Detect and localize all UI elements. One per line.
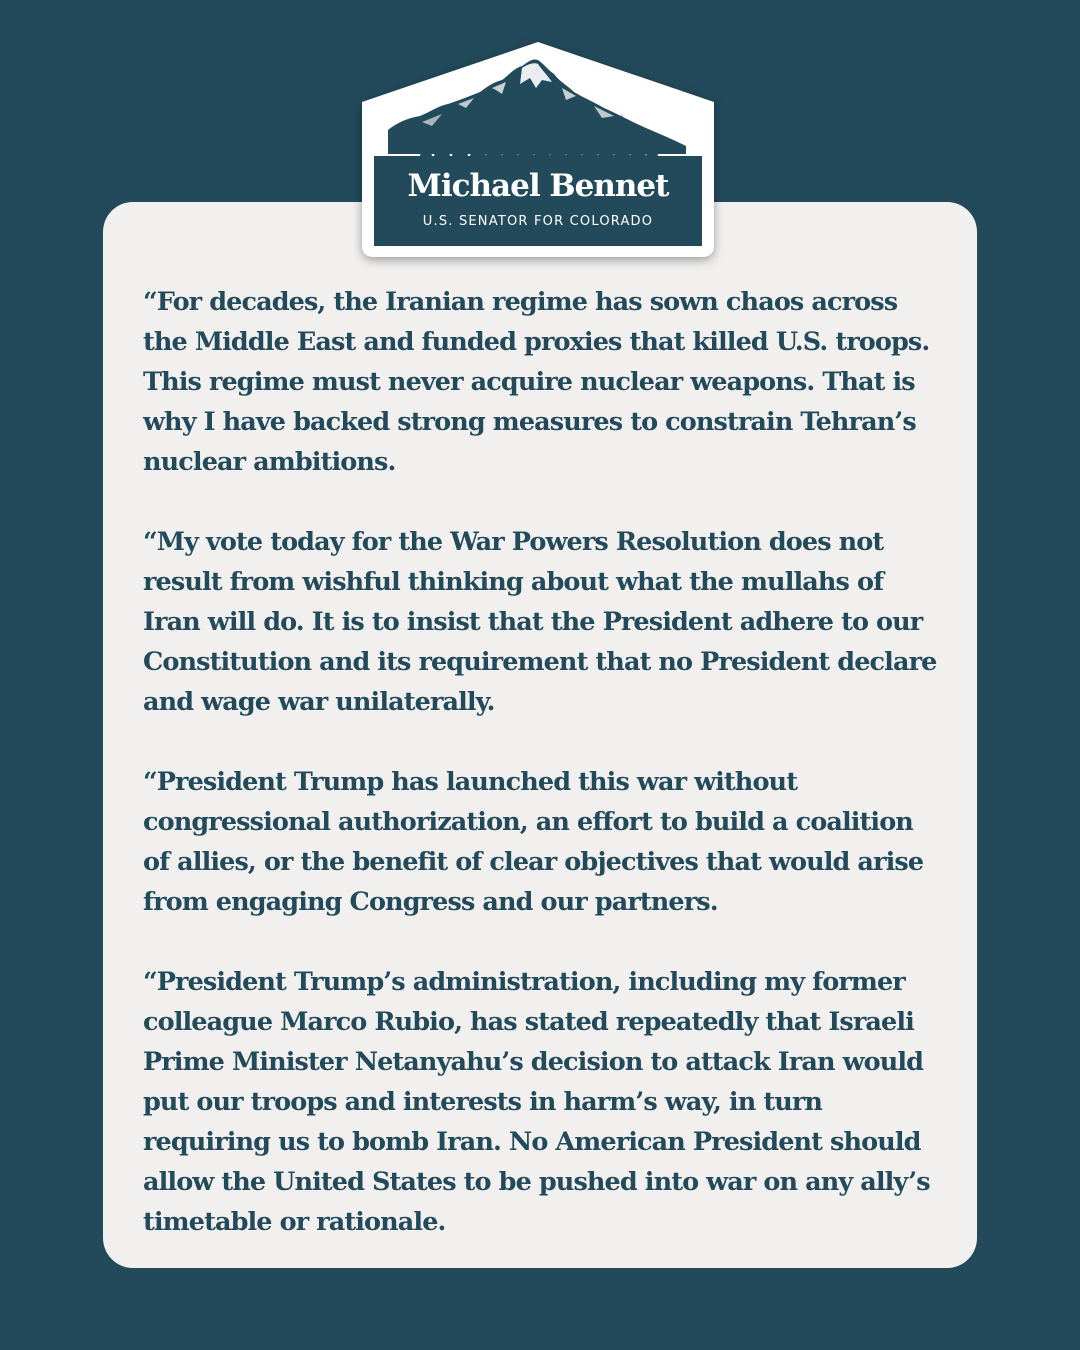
statement-card [103, 202, 977, 1268]
statement-paragraph-4: “President Trump’s administration, including my former colleague Marco Rubio, has stated repeatedly that Israeli Prime Minister Netanyahu’s decision to attack Iran would put our troops and interests in harm’s way, in turn requiring us to bomb Iran. No American President should allow the United States to be pushed into war on any ally’s timetable or rationale. [143, 967, 930, 1237]
statement-body [143, 282, 943, 1242]
logo-subtitle: U.S. SENATOR FOR COLORADO [422, 214, 654, 229]
statement-paragraph-1: “For decades, the Iranian regime has sown chaos across the Middle East and funded proxies that killed U.S. troops. This regime must never acquire nuclear weapons. That is why I have backed strong measures to constrain Tehran’s nuclear ambitions. [143, 287, 930, 477]
statement-paragraph-2: “My vote today for the War Powers Resolution does not result from wishful thinking about what the mullahs of Iran will do. It is to insist that the President adhere to our Constitution and its requirement that no President declare and wage war unilaterally. [143, 527, 937, 717]
statement-paragraph-3: “President Trump has launched this war without congressional authorization, an effort to build a coalition of allies, or the benefit of clear objectives that would arise from engaging Congress and our partners. [143, 767, 924, 917]
logo-name: Michael Bennet [407, 168, 669, 204]
senator-logo [362, 42, 714, 257]
